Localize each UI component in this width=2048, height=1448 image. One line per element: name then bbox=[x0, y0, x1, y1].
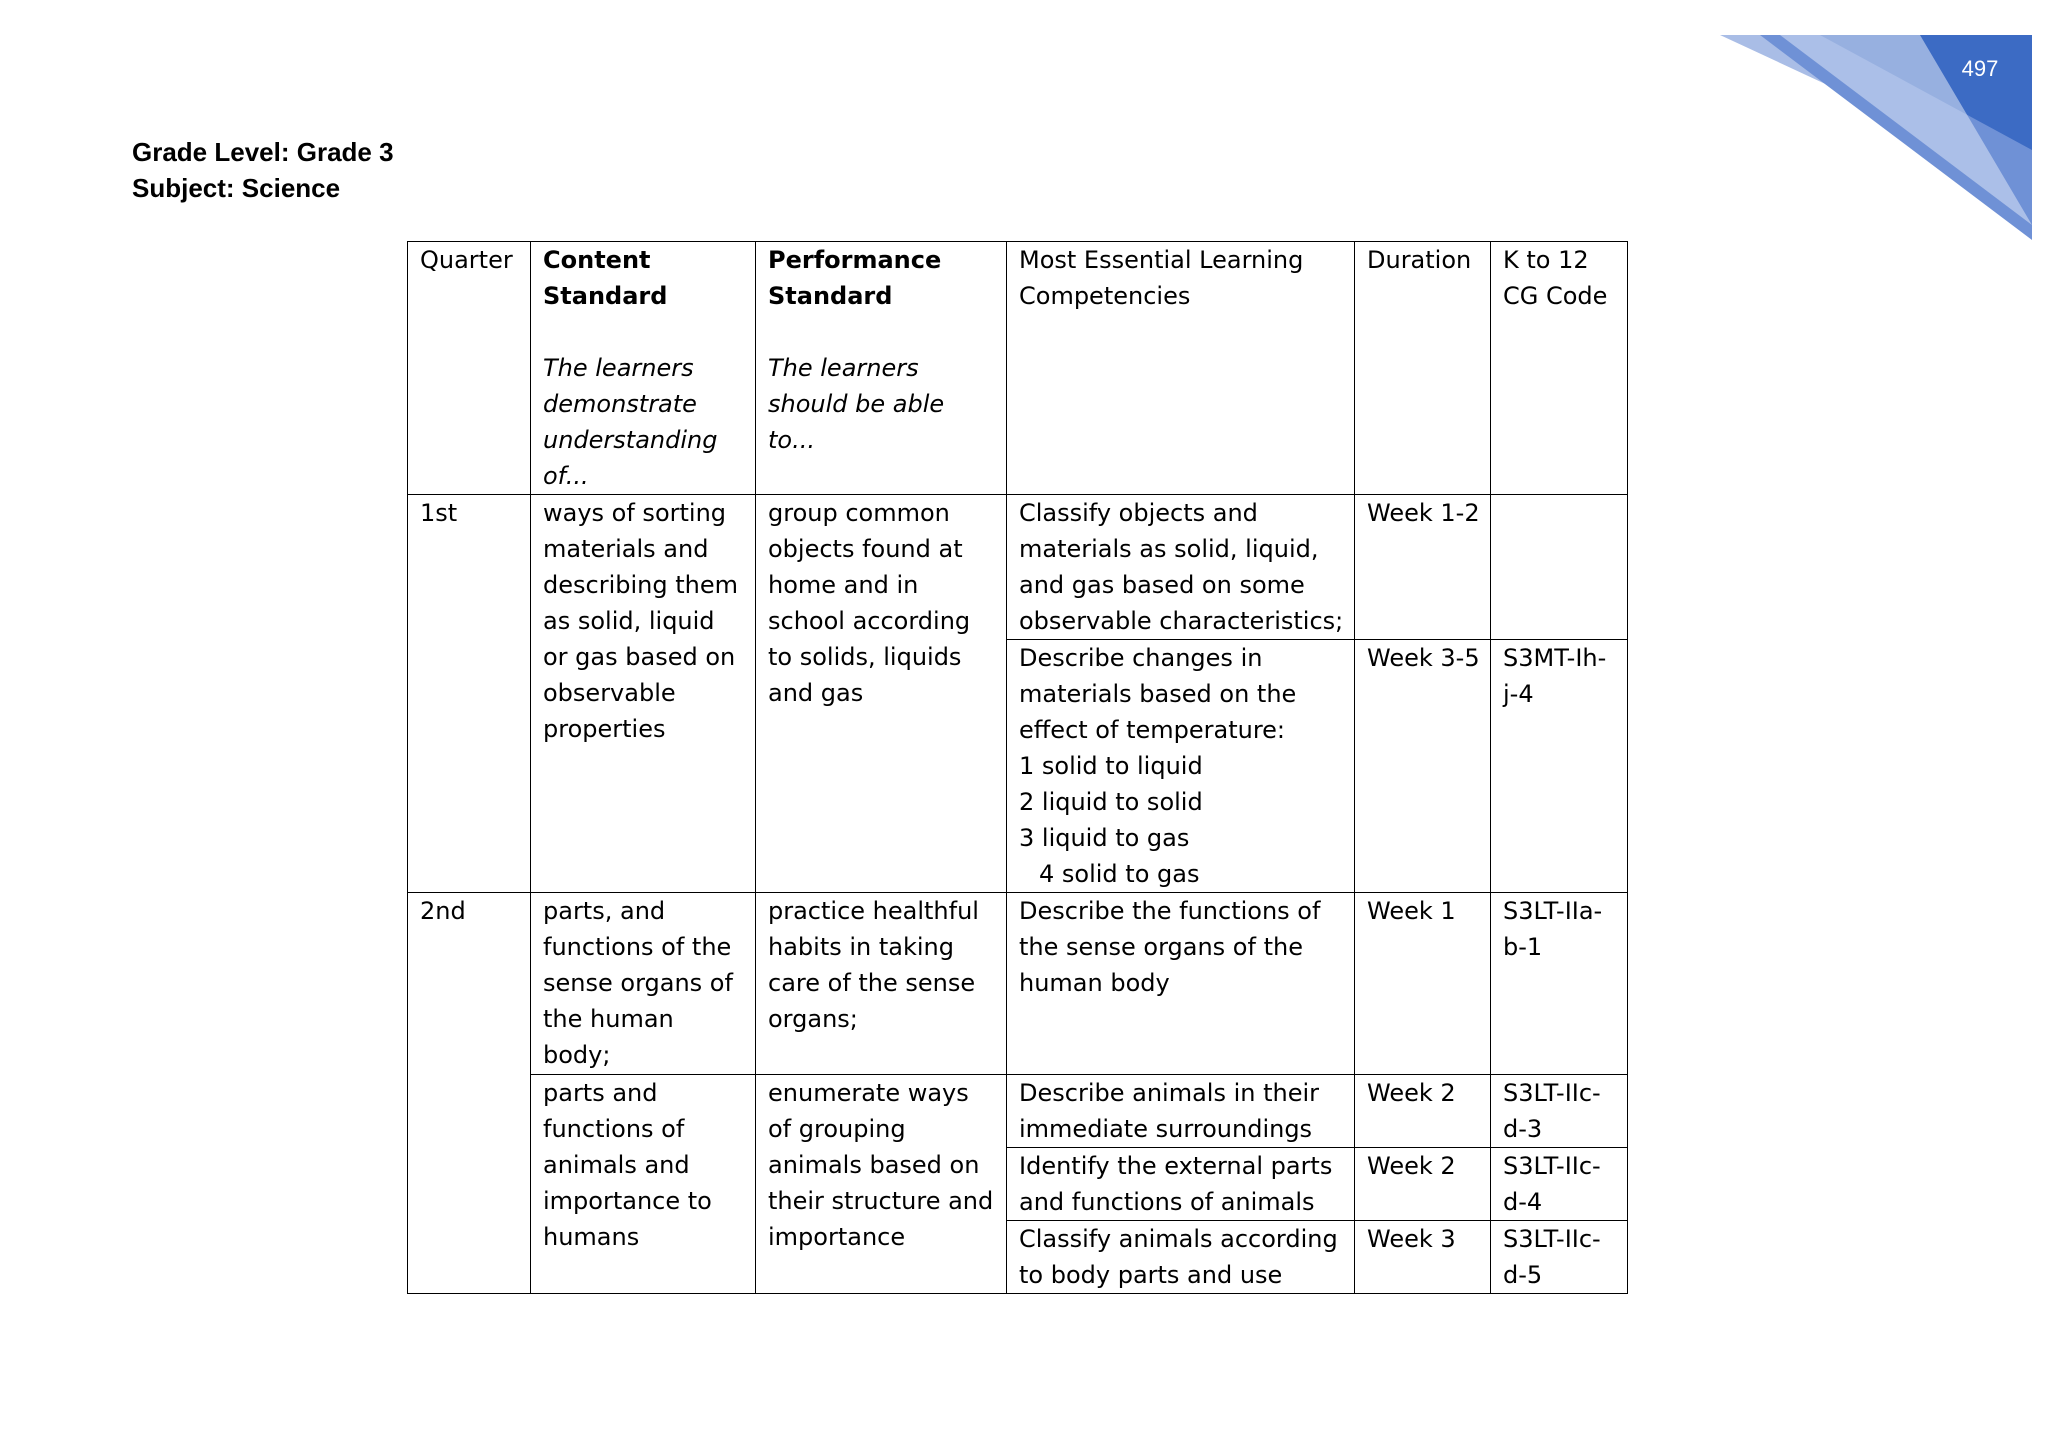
content-standard-title: Content Standard bbox=[543, 246, 668, 310]
subject: Subject: Science bbox=[132, 173, 341, 203]
melc-table bbox=[407, 241, 1628, 1294]
code-cell bbox=[1491, 495, 1628, 640]
list-item: 4 solid to gas bbox=[1039, 860, 1200, 888]
duration-cell: Week 2 bbox=[1355, 1075, 1491, 1148]
code-cell: S3LT-IIc-d-5 bbox=[1491, 1221, 1628, 1294]
duration-cell: Week 1 bbox=[1355, 893, 1491, 1075]
performance-standard-cell: practice healthful habits in taking care of the sense organs; bbox=[756, 893, 1007, 1075]
header-performance-standard bbox=[756, 242, 1007, 495]
header-code: K to 12 CG Code bbox=[1491, 242, 1628, 495]
table-row bbox=[408, 893, 1628, 1075]
header-quarter: Quarter bbox=[408, 242, 531, 495]
code-cell: S3LT-IIc-d-3 bbox=[1491, 1075, 1628, 1148]
content-standard-cell: parts, and functions of the sense organs of the human body; bbox=[531, 893, 756, 1075]
code-cell: S3LT-IIc-d-4 bbox=[1491, 1148, 1628, 1221]
performance-standard-title: Performance Standard bbox=[768, 246, 942, 310]
content-standard-cell: ways of sorting materials and describing them as solid, liquid or gas based on observable properties bbox=[531, 495, 756, 893]
melc-cell: Identify the external parts and functions of animals bbox=[1007, 1148, 1355, 1221]
list-item: 2 liquid to solid bbox=[1019, 788, 1203, 816]
grade-level: Grade Level: Grade 3 bbox=[132, 137, 394, 167]
quarter-cell: 2nd bbox=[408, 893, 531, 1294]
melc-cell bbox=[1007, 640, 1355, 893]
table-row bbox=[408, 495, 1628, 640]
header-duration: Duration bbox=[1355, 242, 1491, 495]
quarter-cell: 1st bbox=[408, 495, 531, 893]
melc-cell: Classify animals according to body parts and use bbox=[1007, 1221, 1355, 1294]
performance-standard-subtitle: The learners should be able to... bbox=[768, 354, 945, 454]
performance-standard-cell: enumerate ways of grouping animals based on their structure and importance bbox=[756, 1075, 1007, 1294]
code-cell: S3MT-Ih-j-4 bbox=[1491, 640, 1628, 893]
list-item: 1 solid to liquid bbox=[1019, 752, 1203, 780]
performance-standard-cell: group common objects found at home and in school according to solids, liquids and gas bbox=[756, 495, 1007, 893]
duration-cell: Week 3-5 bbox=[1355, 640, 1491, 893]
duration-cell: Week 3 bbox=[1355, 1221, 1491, 1294]
header-content-standard bbox=[531, 242, 756, 495]
code-cell: S3LT-IIa-b-1 bbox=[1491, 893, 1628, 1075]
melc-text: Describe changes in materials based on the effect of temperature: bbox=[1019, 644, 1297, 744]
table-header-row bbox=[408, 242, 1628, 495]
duration-cell: Week 2 bbox=[1355, 1148, 1491, 1221]
melc-cell: Classify objects and materials as solid, liquid, and gas based on some observable characteristics; bbox=[1007, 495, 1355, 640]
melc-cell: Describe animals in their immediate surroundings bbox=[1007, 1075, 1355, 1148]
content-standard-cell: parts and functions of animals and importance to humans bbox=[531, 1075, 756, 1294]
table-row bbox=[408, 1075, 1628, 1148]
list-item: 3 liquid to gas bbox=[1019, 824, 1190, 852]
header-melc: Most Essential Learning Competencies bbox=[1007, 242, 1355, 495]
content-standard-subtitle: The learners demonstrate understanding of... bbox=[543, 354, 718, 490]
document-meta bbox=[132, 134, 394, 206]
duration-cell: Week 1-2 bbox=[1355, 495, 1491, 640]
page-number: 497 bbox=[1961, 56, 1999, 81]
melc-cell: Describe the functions of the sense organs of the human body bbox=[1007, 893, 1355, 1075]
